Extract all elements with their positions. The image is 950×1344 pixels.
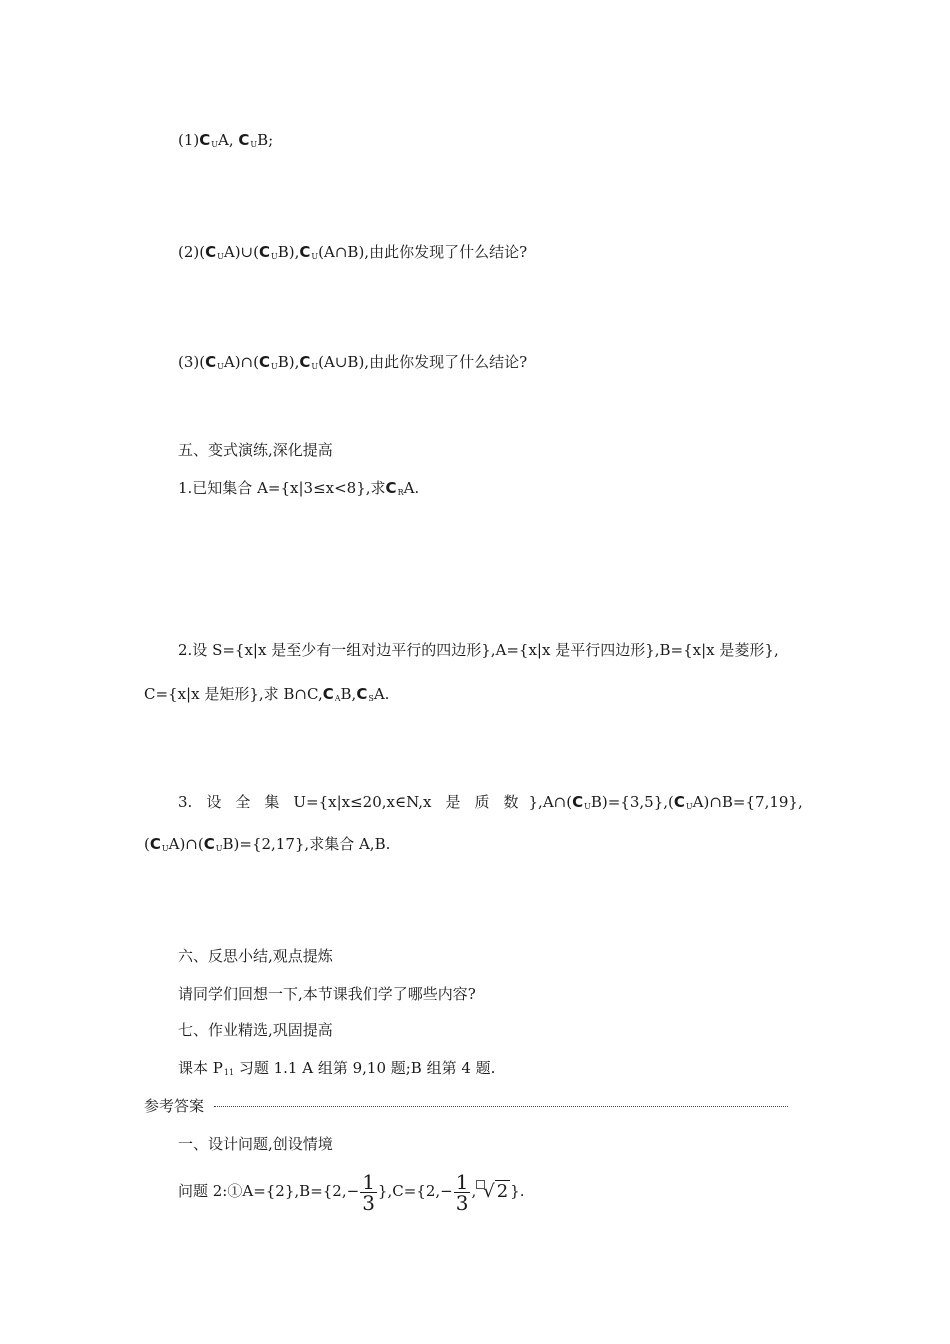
radical: √ 2 [476,1167,510,1217]
answers-section-1: 一、设计问题,创设情境 [178,1135,333,1153]
exercise-3-line-2: $(C_UA)\cap(C_UB)=\{2,17\}$,求集合 A,B. [144,835,391,853]
question-2: $(2)(C_UA)\cup(C_UB),C_U(A\cap B)$,由此你发现了什么结论? [178,243,528,261]
question-3: $(3)(C_UA)\cap(C_UB),C_U(A\cup B)$,由此你发现了什么结论? [178,353,528,371]
section-6-text: 请同学们回想一下,本节课我们学了哪些内容? [178,985,476,1003]
question-1: $(1)C_UA$, $C_UB$; [178,131,274,149]
fraction: $\frac{1}{3}$ [362,1169,375,1215]
root-index-placeholder [476,1180,485,1189]
section-7-text: 课本 $P_{11}$ 习题 1.1 A 组第 9,10 题;B 组第 4 题. [178,1059,496,1077]
exercise-1: 1.已知集合 A={x|3≤x<8},求$C_RA$. [178,479,420,497]
section-7-title: 七、作业精选,巩固提高 [178,1021,333,1039]
exercise-3-line-1: 3. 设 全 集 U={x|x≤20,x∈N,x 是 质 数 }$,A\cap(C_UB)=\{3,5\},(C_UA)\cap B=\{7,19\}$, [178,793,803,811]
dotted-leader [214,1106,788,1107]
fraction: $\frac{1}{3}$ [455,1169,469,1215]
answers-question-2: 问题 2:①A={2},B={2,− $\frac{1}{3}$ },C={2,− $\frac{1}{3}$ , √ 2 }. [178,1166,524,1216]
section-6-title: 六、反思小结,观点提炼 [178,947,333,965]
exercise-2-line-2: C={x|x 是矩形},求 $B\cap C,C_AB,C_SA$. [144,685,390,703]
section-5-title: 五、变式演练,深化提高 [178,441,333,459]
exercise-2-line-1: 2.设 S={x|x 是至少有一组对边平行的四边形},A={x|x 是平行四边形},B={x|x 是菱形}, [178,641,779,659]
answers-label: 参考答案 [144,1097,205,1115]
